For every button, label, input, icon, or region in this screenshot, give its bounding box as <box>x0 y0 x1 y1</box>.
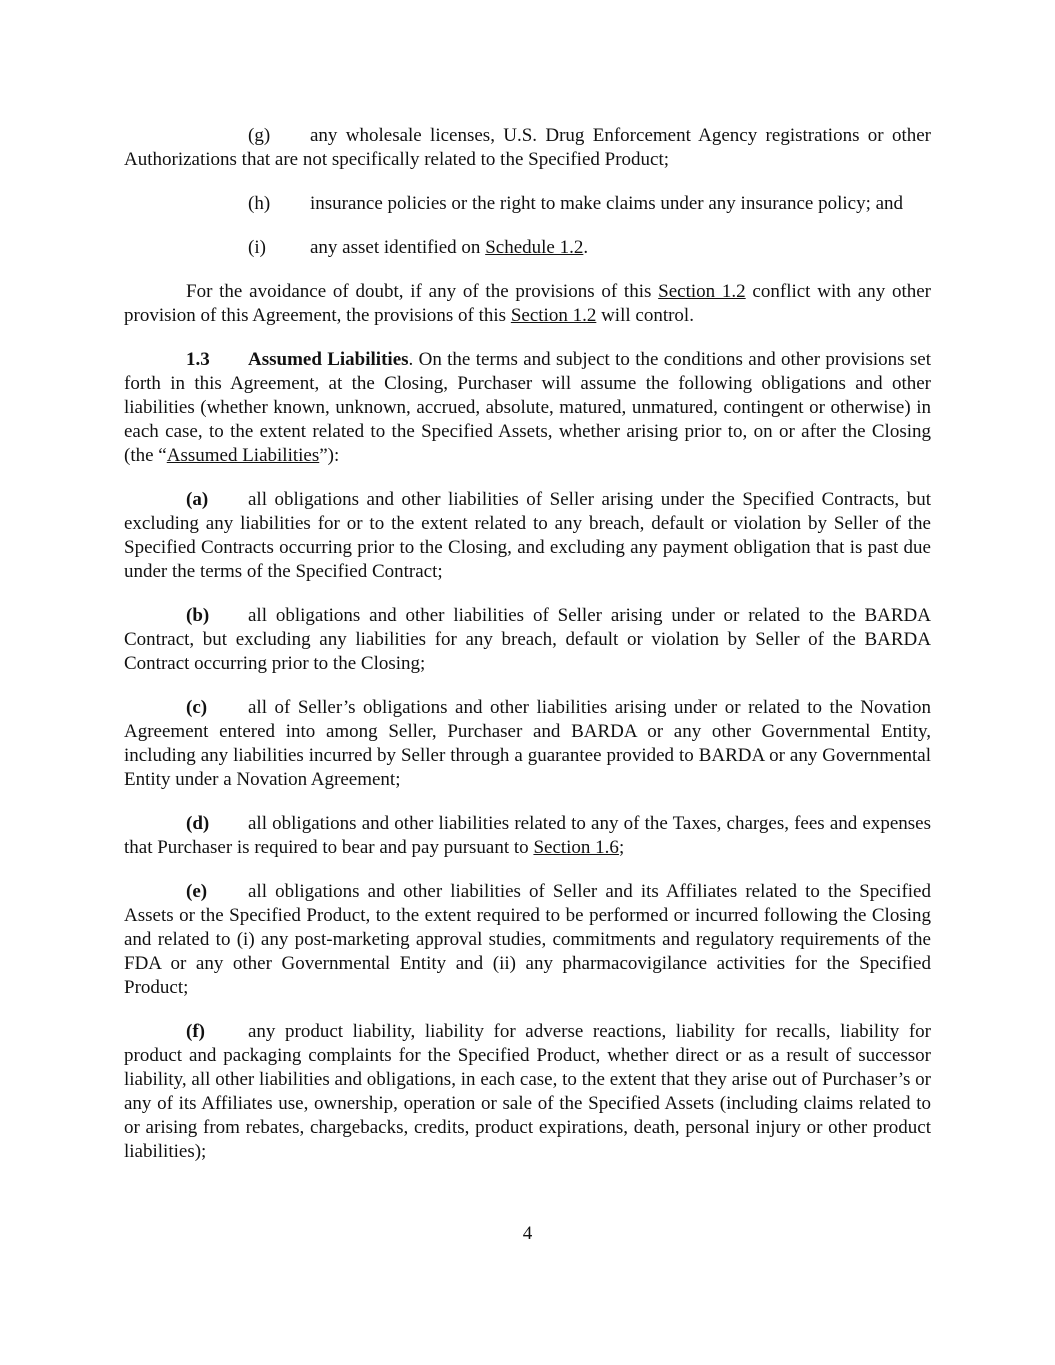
text: For the avoidance of doubt, if any of the provisions of this <box>186 281 659 302</box>
section-reference: Section 1.6 <box>533 837 619 858</box>
text: conflict with any other provision of this Agreement, the provisions of this <box>124 281 932 326</box>
section-number: 1.3 <box>186 349 210 370</box>
liability-d <box>124 812 931 860</box>
page-number: 4 <box>522 1223 533 1244</box>
liability-f <box>124 1020 931 1164</box>
liability-a <box>124 488 931 584</box>
clause-label: (b) <box>186 605 210 626</box>
clause-i <box>124 236 931 260</box>
clause-label: (c) <box>186 697 208 718</box>
liability-e <box>124 880 931 1000</box>
document-page <box>124 124 931 1184</box>
clause-text-end: ; <box>618 837 625 858</box>
clause-label: (h) <box>248 193 271 214</box>
clause-label: (g) <box>248 125 271 146</box>
clause-text: all of Seller’s obligations and other liabilities arising under or related to the Novation Agreement entered into among Seller, Purchaser and BARDA or any other Governmental Entity, including any liabilities incurred by Seller through a guarantee provided to BARDA or any Governmental Entity under a Novation Agreement; <box>124 697 931 790</box>
avoidance-paragraph <box>124 280 931 328</box>
text: will control. <box>596 305 694 326</box>
clause-text: all obligations and other liabilities related to any of the Taxes, charges, fees and expenses that Purchaser is required to bear and pay pursuant to <box>124 813 931 858</box>
clause-text: any wholesale licenses, U.S. Drug Enforcement Agency registrations or other Authorizations that are not specifically related to the Specified Product; <box>124 125 931 170</box>
clause-g <box>124 124 931 172</box>
clause-label: (a) <box>186 489 209 510</box>
section-reference: Section 1.2 <box>510 305 597 326</box>
clause-label: (f) <box>186 1021 205 1042</box>
clause-text: all obligations and other liabilities of Seller and its Affiliates related to the Specified Assets or the Specified Product, to the extent required to be performed or incurred following the Closing and related to (i) any post-marketing approval studies, commitments and regulatory requirements of the FDA or any other Governmental Entity and (ii) any pharmacovigilance activities for the Specified Product; <box>124 881 931 998</box>
section-1-3 <box>124 348 931 468</box>
liability-c <box>124 696 931 792</box>
clause-text: all obligations and other liabilities of Seller arising under or related to the BARDA Contract, but excluding any liabilities for any breach, default or violation by Seller of the BARDA Contract occurring prior to the Closing; <box>124 605 931 674</box>
liability-b <box>124 604 931 676</box>
section-reference: Section 1.2 <box>658 281 746 302</box>
section-title: Assumed Liabilities <box>248 349 409 370</box>
clause-text: any asset identified on <box>310 237 486 258</box>
clause-text-end: . <box>583 237 589 258</box>
section-text: . On the terms and subject to the conditions and other provisions set forth in this Agreement, at the Closing, Purchaser will assume the following obligations and other liabilities (whether known, unknown, accrued, absolute, matured, unmatured, contingent or otherwise) in each case, to the extent related to the Specified Assets, whether arising prior to, on or after the Closing (the “ <box>124 349 931 466</box>
schedule-reference: Schedule 1.2 <box>485 237 584 258</box>
clause-h <box>124 192 931 216</box>
clause-text: insurance policies or the right to make claims under any insurance policy; and <box>310 193 904 214</box>
clause-label: (e) <box>186 881 208 902</box>
clause-label: (i) <box>248 237 266 258</box>
clause-text: all obligations and other liabilities of Seller arising under the Specified Contracts, but excluding any liabilities for or to the extent related to any breach, default or violation by Seller of the Specified Contracts occurring prior to the Closing, and excluding any payment obligation that is past due under the terms of the Specified Contract; <box>124 489 931 582</box>
defined-term: Assumed Liabilities <box>166 445 320 466</box>
clause-label: (d) <box>186 813 210 834</box>
clause-text: any product liability, liability for adverse reactions, liability for recalls, liability for product and packaging complaints for the Specified Product, whether direct or as a result of successor liability, all other liabilities and obligations, in each case, to the extent that they arise out of Purchaser’s or any of its Affiliates use, ownership, operation or sale of the Specified Assets (including claims related to or arising from rebates, chargebacks, credits, product expirations, death, personal injury or other product liabilities); <box>124 1021 931 1162</box>
section-text-end: ”): <box>319 445 340 466</box>
